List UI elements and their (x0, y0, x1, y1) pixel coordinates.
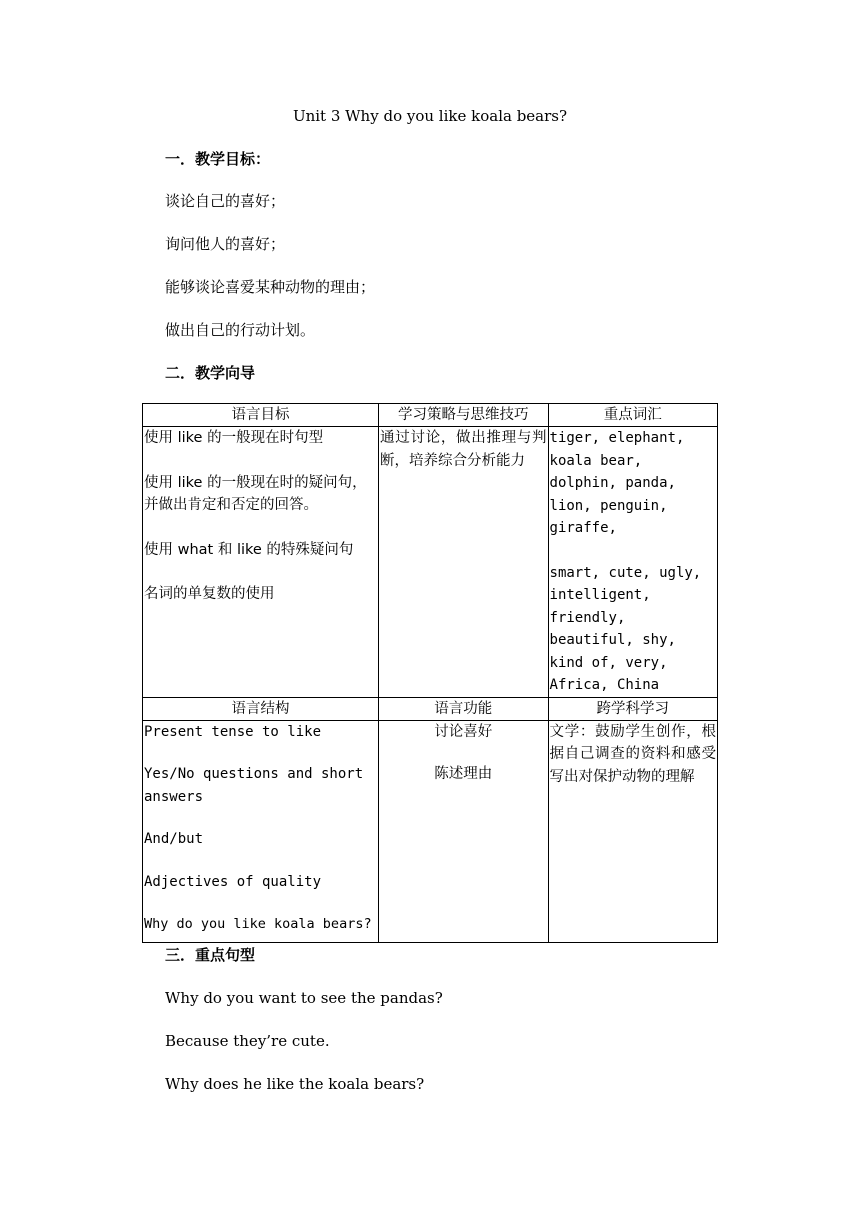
structure-item: Why do you like koala bears? (144, 916, 372, 932)
table-header-row (143, 697, 718, 720)
goal-item: 使用 like 的一般现在时句型 (144, 430, 324, 446)
objective-item: 能够谈论喜爱某种动物的理由； (165, 278, 376, 296)
function-item: 陈述理由 (434, 766, 493, 782)
table-row (143, 720, 718, 942)
teaching-guide-table (142, 403, 718, 943)
objective-item: 询问他人的喜好； (165, 235, 286, 253)
structure-item: Adjectives of quality (144, 873, 322, 890)
vocab-adjectives: smart, cute, ugly, intelligent, friendly, beautiful, shy, kind of, very, Africa, China (549, 564, 702, 693)
objective-item: 谈论自己的喜好； (165, 192, 286, 210)
header-language-goals: 语言目标 (143, 404, 379, 427)
header-strategy: 学习策略与思维技巧 (379, 404, 548, 427)
key-sentence: Why does he like the koala bears? (165, 1075, 425, 1093)
cross-curricular-cell (548, 720, 717, 942)
goal-item: 使用 like 的一般现在时的疑问句，并做出肯定和否定的回答。 (144, 474, 367, 513)
document-title: Unit 3 Why do you like koala bears? (292, 107, 568, 125)
section-heading-objectives: 一．教学目标： (165, 150, 271, 168)
objective-item: 做出自己的行动计划。 (165, 321, 316, 339)
section-heading-guide: 二．教学向导 (165, 364, 256, 382)
vocab-animals: tiger, elephant, koala bear, dolphin, panda, lion, penguin, giraffe, (549, 430, 685, 536)
goal-item: 名词的单复数的使用 (144, 586, 275, 602)
language-function-cell (379, 720, 548, 942)
header-language-structure: 语言结构 (143, 697, 379, 720)
goal-item: 使用 what 和 like 的特殊疑问句 (144, 541, 354, 558)
strategy-text: 通过讨论，做出推理与判断，培养综合分析能力 (380, 430, 547, 469)
structure-item: Yes/No questions and short answers (144, 766, 364, 805)
function-item: 讨论喜好 (434, 723, 493, 740)
cross-curricular-text: 文学：鼓励学生创作，根据自己调查的资料和感受写出对保护动物的理解 (549, 723, 716, 785)
strategy-cell (379, 427, 548, 698)
section-heading-key-sentences: 三．重点句型 (165, 946, 256, 964)
structure-item: Present tense to like (144, 723, 322, 740)
table-row (143, 427, 718, 698)
table-header-row (143, 404, 718, 427)
header-cross-curricular: 跨学科学习 (548, 697, 717, 720)
header-language-function: 语言功能 (379, 697, 548, 720)
key-sentence: Because they’re cute. (165, 1032, 330, 1050)
language-structure-cell (143, 720, 379, 942)
language-goals-cell (143, 427, 379, 698)
header-vocabulary: 重点词汇 (548, 404, 717, 427)
key-sentence: Why do you want to see the pandas? (165, 989, 443, 1007)
vocabulary-cell (548, 427, 717, 698)
structure-item: And/but (144, 831, 204, 847)
